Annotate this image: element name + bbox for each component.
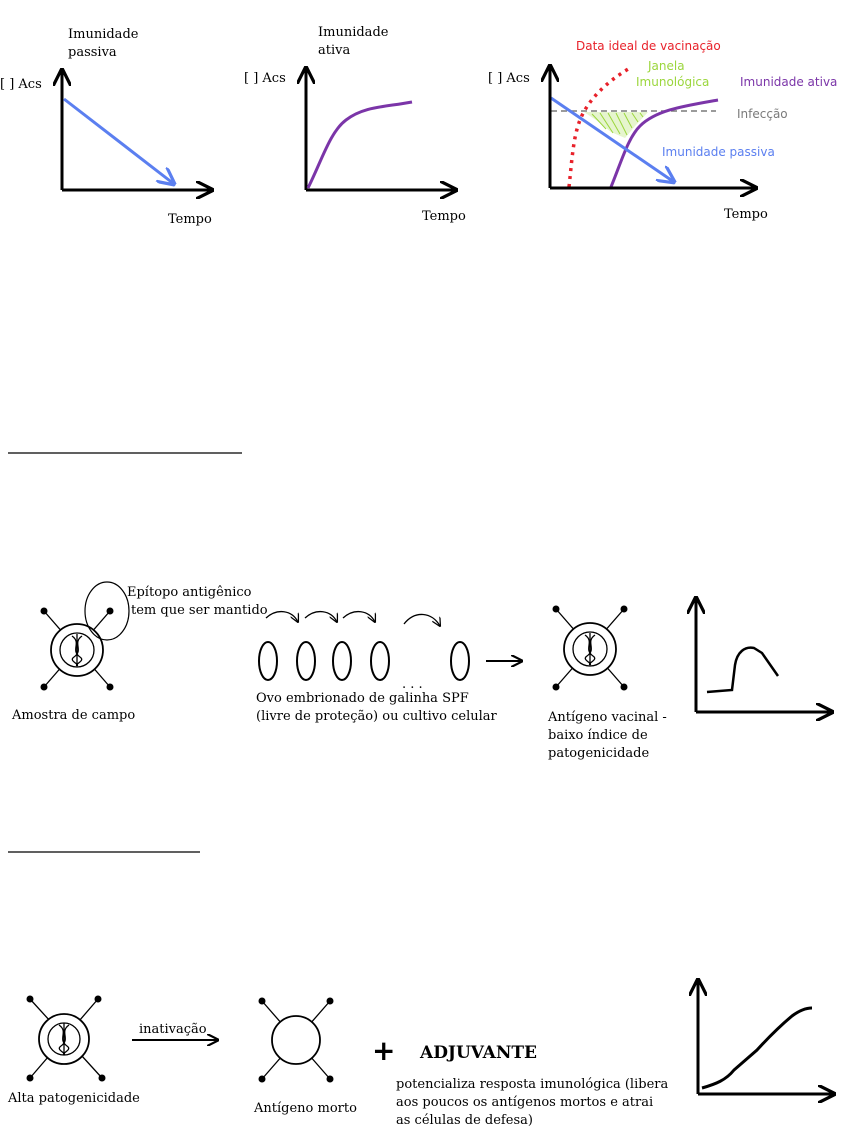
ideal-date-label: Data ideal de vacinação (576, 39, 721, 53)
combined-immunity-graph (488, 39, 837, 222)
inactivation-label: inativação (139, 1022, 207, 1037)
vaccine-label-line2: baixo índice de (548, 728, 648, 743)
egg-ellipsis: . . . (402, 677, 423, 692)
passive-title-line1: Imunidade (68, 27, 139, 42)
passive-y-label: [ ] Acs (0, 77, 42, 92)
inactivated-response-graph (698, 980, 834, 1094)
attenuated-response-graph (696, 598, 832, 712)
egg-label-line2: (livre de proteção) ou cultivo celular (256, 709, 497, 724)
plus-sign: + (372, 1034, 396, 1067)
active-y-label: [ ] Acs (244, 71, 286, 86)
dead-antigen-label: Antígeno morto (254, 1101, 357, 1116)
infection-label: Infecção (737, 107, 788, 121)
epitope-label-line1: Epítopo antigênico (127, 585, 252, 600)
active-rise-curve (308, 102, 412, 188)
vaccine-antigen-virus (553, 606, 628, 691)
adjuvant-line1: potencializa resposta imunológica (libera (396, 1077, 669, 1092)
dead-antigen (259, 998, 334, 1083)
combined-x-label: Tempo (724, 207, 768, 222)
adjuvant-line2: aos poucos os antígenos mortos e atrai (396, 1095, 654, 1110)
active-immunity-label: Imunidade ativa (740, 75, 838, 89)
field-sample-virus (41, 608, 114, 691)
inactivated-response-curve (702, 1008, 812, 1088)
window-label-line2: Imunológica (636, 75, 710, 89)
adjuvant-title: ADJUVANTE (420, 1043, 538, 1063)
egg-passages (259, 612, 469, 680)
active-title-line1: Imunidade (318, 25, 389, 40)
high-pathogenicity-label: Alta patogenicidade (8, 1091, 140, 1106)
epitope-label-line2: tem que ser mantido (131, 603, 268, 618)
vaccine-label-line1: Antígeno vacinal - (548, 710, 667, 725)
active-title-line2: ativa (318, 43, 351, 58)
passive-title-line2: passiva (68, 45, 117, 60)
active-x-label: Tempo (422, 209, 466, 224)
active-immunity-graph (244, 25, 466, 224)
attenuated-section (11, 582, 832, 761)
egg-label-line1: Ovo embrionado de galinha SPF (256, 691, 469, 706)
attenuated-response-curve (707, 648, 778, 692)
combined-y-label: [ ] Acs (488, 71, 530, 86)
passive-immunity-label: Imunidade passiva (662, 145, 775, 159)
passive-decline-line (64, 99, 174, 184)
adjuvant-line3: as células de defesa) (396, 1113, 533, 1128)
passive-immunity-graph (0, 27, 212, 227)
high-pathogenicity-virus (27, 996, 106, 1082)
inactivated-section (7, 980, 834, 1128)
window-label-line1: Janela (648, 59, 685, 73)
field-sample-label: Amostra de campo (12, 708, 136, 723)
vaccine-label-line3: patogenicidade (548, 746, 650, 761)
passive-x-label: Tempo (168, 212, 212, 227)
